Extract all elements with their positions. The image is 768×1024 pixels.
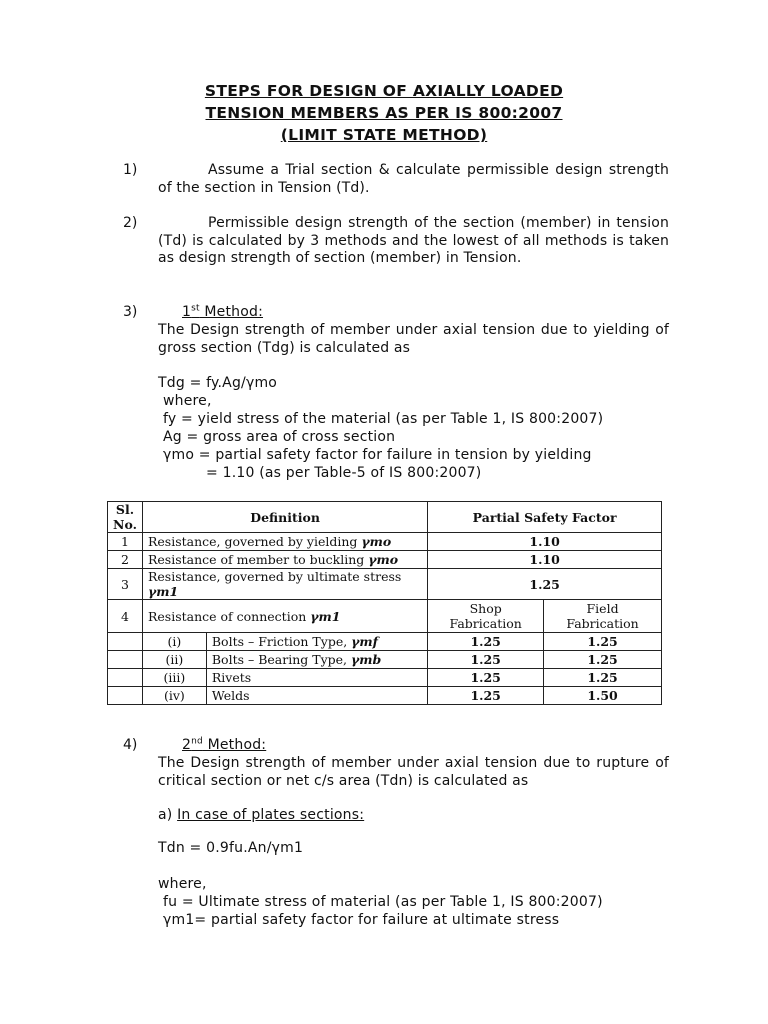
field-value: 1.50 [544,687,662,705]
field-value: 1.25 [544,633,662,651]
step-2-text: Permissible design strength of the section (member) in tension (Td) is calculated by 3 methods and the lowest of all methods is taken as design strength of section (member) in Tension. [158,215,669,267]
gamma-m1-definition: γm1= partial safety factor for failure at ultimate stress [163,912,560,928]
case-label: In case of plates sections: [177,807,365,823]
step-2-number: 2) [123,215,138,231]
subrow-label-text: Bolts – Bearing Type, [211,652,351,667]
field-value: 1.25 [544,669,662,687]
empty-cell [108,669,143,687]
table-row [108,569,662,600]
step-4-heading-ordinal: 2 [182,737,192,753]
table-header-row [108,502,662,533]
step-4-heading [182,737,266,755]
gamma-symbol: γmb [350,652,382,667]
title-line-2: TENSION MEMBERS AS PER IS 800:2007 [205,104,563,122]
subrow-index: (ii) [142,651,206,669]
row-definition-text: Resistance, governed by yielding [147,534,362,549]
table-subrow [108,687,662,705]
header-definition: Definition [142,502,427,533]
shop-value: 1.25 [428,687,544,705]
table-subrow [108,633,662,651]
row-definition [142,533,427,551]
empty-cell [108,687,143,705]
gamma-symbol: γmf [351,634,379,649]
shop-value: 1.25 [428,669,544,687]
gamma-mo-value: = 1.10 (as per Table-5 of IS 800:2007) [206,465,482,481]
row-definition-text: Resistance of member to buckling [147,552,369,567]
subrow-index: (iv) [142,687,206,705]
subrow-label: Welds [206,687,427,705]
shop-fabrication-header: Shop Fabrication [428,600,544,633]
gamma-symbol: γmo [361,534,392,549]
subrow-index: (i) [142,633,206,651]
step-3-heading [182,304,263,322]
subrow-label [206,651,427,669]
step-3-description: The Design strength of member under axial tension due to yielding of gross section (Tdg) is calculated as [158,322,669,356]
row-sl: 4 [108,600,143,633]
step-1-number: 1) [123,162,138,178]
gamma-symbol: γmo [368,552,399,567]
row-factor: 1.25 [428,569,662,600]
document-title [0,80,768,146]
empty-cell [108,651,143,669]
subrow-label: Rivets [206,669,427,687]
row-definition-text: Resistance, governed by ultimate stress [147,569,402,584]
step-1-text: Assume a Trial section & calculate permissible design strength of the section in Tension (Td). [158,162,669,196]
step-4-where: where, [158,876,207,892]
field-value: 1.25 [544,651,662,669]
shop-value: 1.25 [428,633,544,651]
field-fabrication-header: Field Fabrication [544,600,662,633]
tdg-formula: Tdg = fy.Ag/γmo [158,375,278,391]
subrow-label-text: Bolts – Friction Type, [211,634,352,649]
row-sl: 2 [108,551,143,569]
row-factor: 1.10 [428,551,662,569]
row-factor: 1.10 [428,533,662,551]
table-subrow [108,651,662,669]
table-row [108,551,662,569]
fy-definition: fy = yield stress of the material (as per Table 1, IS 800:2007) [163,411,604,427]
shop-value: 1.25 [428,651,544,669]
ag-definition: Ag = gross area of cross section [163,429,396,445]
empty-cell [108,633,143,651]
step-4-heading-sup: nd [191,736,203,747]
gamma-symbol: γm1 [147,584,179,599]
subrow-index: (iii) [142,669,206,687]
step-3-heading-rest: Method: [199,304,264,320]
table-subrow [108,669,662,687]
step-4-heading-rest: Method: [202,737,267,753]
subrow-label [206,633,427,651]
gamma-symbol: γm1 [310,608,341,624]
fu-definition: fu = Ultimate stress of material (as per Table 1, IS 800:2007) [163,894,603,910]
title-line-1: STEPS FOR DESIGN OF AXIALLY LOADED [204,82,564,100]
header-partial-safety-factor: Partial Safety Factor [428,502,662,533]
header-sl-no: Sl. No. [108,502,143,533]
step-4-description: The Design strength of member under axial tension due to rupture of critical section or net c/s area (Tdn) is calculated as [158,755,669,789]
step-3-heading-ordinal: 1 [182,304,192,320]
step-4-number: 4) [123,737,138,753]
row-definition [142,600,427,633]
step-3-number: 3) [123,304,138,320]
plates-case-heading [158,807,364,825]
case-prefix: a) [158,807,178,823]
row-sl: 3 [108,569,143,600]
step-3-where: where, [163,393,212,409]
row-definition [142,551,427,569]
partial-safety-factor-table [107,501,662,705]
row-sl: 1 [108,533,143,551]
table-row [108,600,662,633]
row-definition-text: Resistance of connection [147,608,311,624]
table-row [108,533,662,551]
row-definition [142,569,427,600]
step-3-heading-sup: st [191,303,200,314]
title-line-3: (LIMIT STATE METHOD) [280,126,488,144]
gamma-mo-definition: γmo = partial safety factor for failure in tension by yielding [163,447,592,463]
tdn-formula: Tdn = 0.9fu.An/γm1 [158,840,304,856]
